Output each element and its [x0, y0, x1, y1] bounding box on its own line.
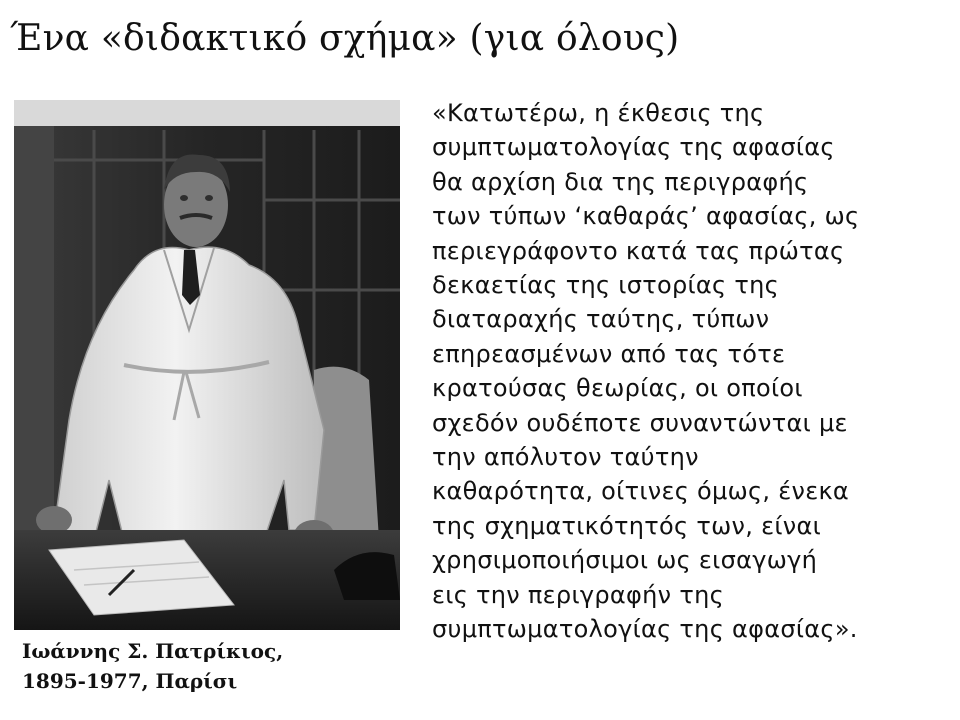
- caption-dates: 1895-1977, Παρίσι: [22, 669, 238, 693]
- quote-line: των τύπων ‘καθαράς’ αφασίας, ως: [432, 202, 860, 231]
- quote-line: «Κατωτέρω, η έκθεσις της: [432, 99, 765, 127]
- quote-line: την απόλυτον ταύτην: [432, 443, 699, 472]
- quote-line: επηρεασμένων από τας τότε: [432, 339, 786, 368]
- quote-line: θα αρχίση δια της περιγραφής: [432, 167, 809, 196]
- quote-line: κρατούσας θεωρίας, οι οποίοι: [432, 374, 803, 403]
- caption-name: Ιωάννης Σ. Πατρίκιος,: [22, 639, 284, 663]
- quote-line: της σχηματικότητός των, είναι: [432, 511, 822, 540]
- quote-line: συμπτωματολογίας της αφασίας: [432, 133, 835, 162]
- quote-block: [432, 96, 952, 647]
- quote-line: περιεγράφοντο κατά τας πρώτας: [432, 236, 845, 265]
- quote-line: χρησιμοποιήσιμοι ως εισαγωγή: [432, 546, 818, 575]
- portrait-photo: [14, 100, 400, 630]
- quote-line: εις την περιγραφήν της: [432, 580, 724, 609]
- quote-line: καθαρότητα, οίτινες όμως, ένεκα: [432, 477, 850, 506]
- quote-line: δεκαετίας της ιστορίας της: [432, 271, 779, 300]
- photo-caption: [22, 636, 322, 696]
- quote-line: συμπτωματολογίας της αφασίας».: [432, 615, 858, 644]
- quote-line: σχεδόν ουδέποτε συναντώνται με: [432, 408, 848, 437]
- page-title: Ένα «διδακτικό σχήμα» (για όλους): [10, 18, 680, 59]
- quote-line: διαταραχής ταύτης, τύπων: [432, 305, 770, 334]
